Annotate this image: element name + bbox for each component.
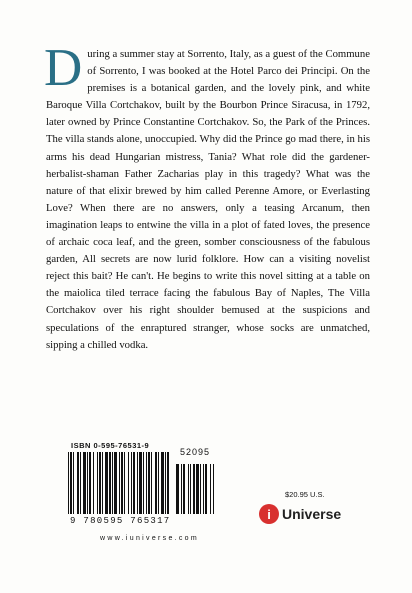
price-code: 52095 [179, 447, 211, 457]
barcode-icon [66, 452, 216, 514]
synopsis-text [44, 39, 370, 354]
publisher-logo [259, 504, 341, 524]
synopsis-body: uring a summer stay at Sorrento, Italy, as a guest of the Commune of Sorrento, I was booked at the Hotel Parco dei Principi. On the premises is a botanical garden, and the lovely pink, and white Baroque Villa Cortchakov, built by the Bourbon Prince Siracusa, in 1792, later owned by Prince Constantine Cortchakov. So, the Park of the Princes. The villa stands alone, unoccupied. Why did the Prince go mad there, in his arms his dead Hungarian mistress, Tania? What role did the gardener-herbalist-shaman Father Zacharias play in this tragedy? What was the nature of that elixir brewed by him called Perenne Amore, or Everlasting Love? When there are no answers, only a teasing Arcanum, then imagination leaps to entwine the villa in a plot of fated loves, the presence of archaic coca leaf, and the green, somber consciousness of the fabulous garden, All secrets are now lurid folklore. How can a visiting novelist reject this bait? He can't. He begins to write this novel sitting at a table on the maiolica tiled terrace facing the fabulous Bay of Naples, The Villa Cortchakov over his right shoulder bemused at the suspicions and speculations of the enraptured stranger, whose socks are unmatched, sipping a chilled vodka. [46, 48, 370, 351]
publisher-name: Universe [282, 506, 342, 522]
publisher-website: www.iuniverse.com [100, 535, 200, 542]
price-label: $20.95 U.S. [285, 490, 325, 499]
isbn-digits: 9 780595 765317 [70, 516, 171, 526]
drop-cap: D [44, 39, 83, 97]
isbn-label: ISBN 0-595-76531-9 [71, 441, 150, 450]
iuniverse-logo-icon: i [259, 504, 279, 524]
